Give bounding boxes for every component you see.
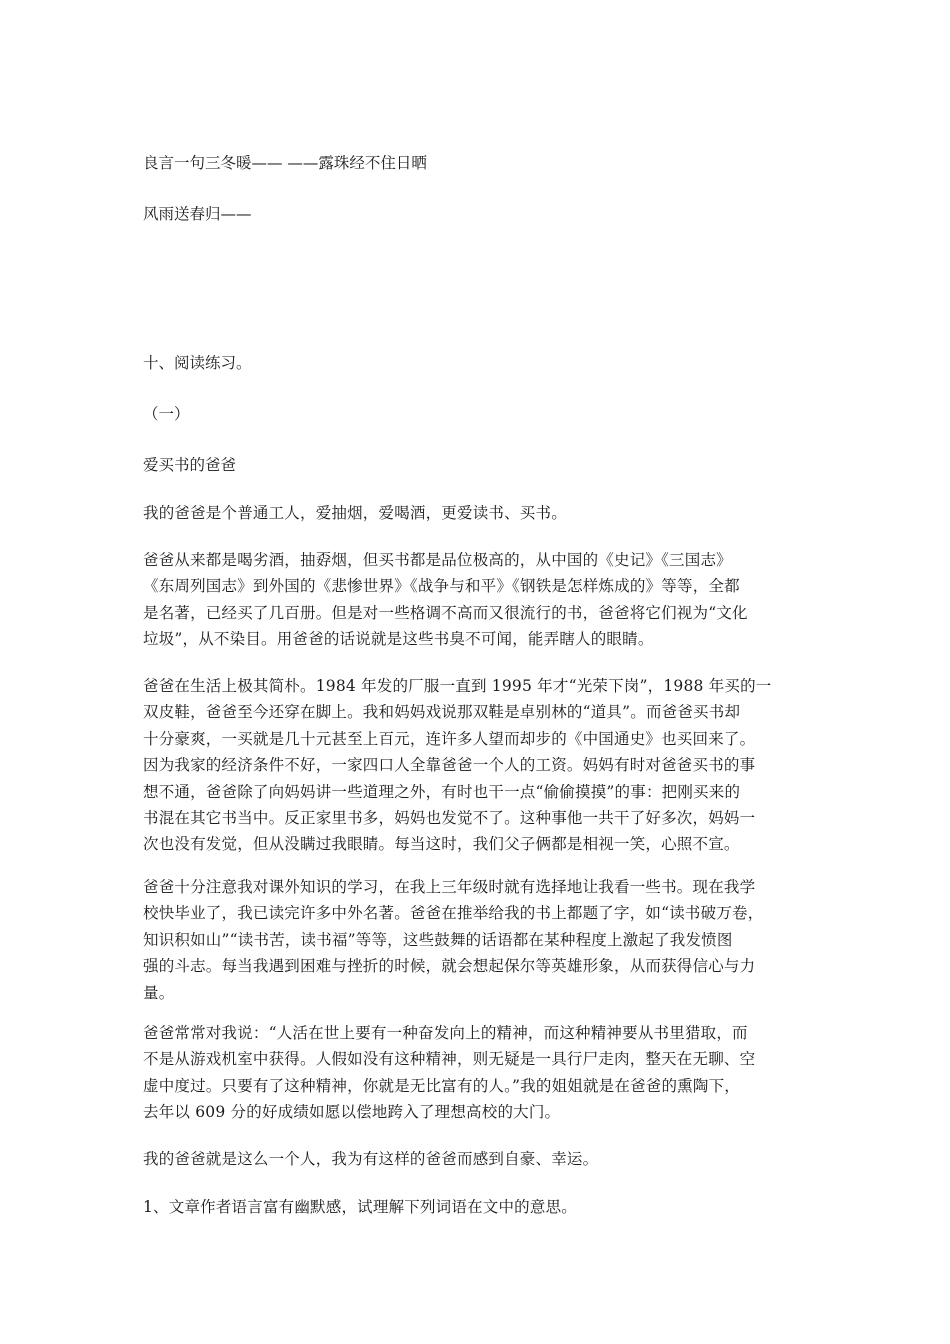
paragraph-line: 爸爸在生活上极其简朴。1984 年发的厂服一直到 1995 年才“光荣下岗”，1988 年买的一 [143,677,772,695]
paragraph-line: 爸爸十分注意我对课外知识的学习，在我上三年级时就有选择地让我看一些书。现在我学 [143,878,756,896]
paragraph-line: 我的爸爸就是这么一个人，我为有这样的爸爸而感到自豪、幸运。 [143,1150,599,1168]
paragraph-line: 去年以 609 分的好成绩如愿以偿地跨入了理想高校的大门。 [143,1103,561,1122]
proverb-line-1: 良言一句三冬暖—— ——露珠经不住日晒 [143,154,427,172]
paragraph-line: 爸爸常常对我说：“人活在世上要有一种奋发向上的精神，而这种精神要从书里猎取，而 [143,1024,748,1042]
paragraph-line: 十分豪爽，一买就是几十元甚至上百元，连许多人望而却步的《中国通史》也买回来了。 [143,729,756,748]
paragraph-line: 《东周列国志》到外国的《悲惨世界》《战争与和平》《钢铁是怎样炼成的》等等，全都 [143,577,740,596]
paragraph-line: 垃圾”，从不染目。用爸爸的话说就是这些书臭不可闻，能弄瞎人的眼睛。 [143,630,654,649]
paragraph-line: 强的斗志。每当我遇到困难与挫折的时候，就会想起保尔等英雄形象，从而获得信心与力 [143,957,756,976]
paragraph-line: 1、文章作者语言富有幽默感，试理解下列词语在文中的意思。 [143,1198,577,1216]
paragraph-line: 书混在其它书当中。反正家里书多，妈妈也发觉不了。这种事他一共干了好多次，妈妈一 [143,809,756,828]
paragraph-line: 量。 [143,983,175,1002]
section-subheading: （一） [143,405,190,423]
article-title: 爱买书的爸爸 [143,456,237,474]
paragraph-line: 虚中度过。只要有了这种精神，你就是无比富有的人。”我的姐姐就是在爸爸的熏陶下， [143,1076,740,1095]
paragraph-line: 不是从游戏机室中获得。人假如没有这种精神，则无疑是一具行尸走肉，整天在无聊、空 [143,1050,756,1069]
paragraph-line: 爸爸从来都是喝劣酒，抽孬烟，但买书都是品位极高的，从中国的《史记》《三国志》 [143,551,732,569]
proverb-line-2: 风雨送春归—— [143,205,252,223]
paragraph-line: 校快毕业了，我已读完许多中外名著。爸爸在推举给我的书上都题了字，如“读书破万卷， [143,904,764,923]
section-heading: 十、阅读练习。 [143,354,252,372]
paragraph-line: 次也没有发觉，但从没瞒过我眼睛。每当这时，我们父子俩都是相视一笑，心照不宣。 [143,835,740,854]
paragraph-1 [143,500,809,526]
paragraph-line: 知识积如山”“读书苦，读书福”等等，这些鼓舞的话语都在某种程度上激起了我发愤图 [143,930,733,949]
paragraph-line: 是名著，已经买了几百册。但是对一些格调不高而又很流行的书，爸爸将它们视为“文化 [143,603,748,622]
question-1 [143,1194,809,1220]
paragraph-5 [143,1020,809,1126]
paragraph-4 [143,874,809,1006]
paragraph-line: 双皮鞋，爸爸至今还穿在脚上。我和妈妈戏说那双鞋是卓别林的“道具”。而爸爸买书却 [143,703,741,722]
paragraph-6 [143,1146,809,1172]
paragraph-3 [143,673,809,858]
paragraph-line: 想不通，爸爸除了向妈妈讲一些道理之外，有时也干一点“偷偷摸摸”的事：把刚买来的 [143,782,741,801]
paragraph-line: 因为我家的经济条件不好，一家四口人全靠爸爸一个人的工资。妈妈有时对爸爸买书的事 [143,756,756,775]
paragraph-2 [143,547,809,653]
paragraph-line: 我的爸爸是个普通工人，爱抽烟，爱喝酒，更爱读书、买书。 [143,504,567,522]
